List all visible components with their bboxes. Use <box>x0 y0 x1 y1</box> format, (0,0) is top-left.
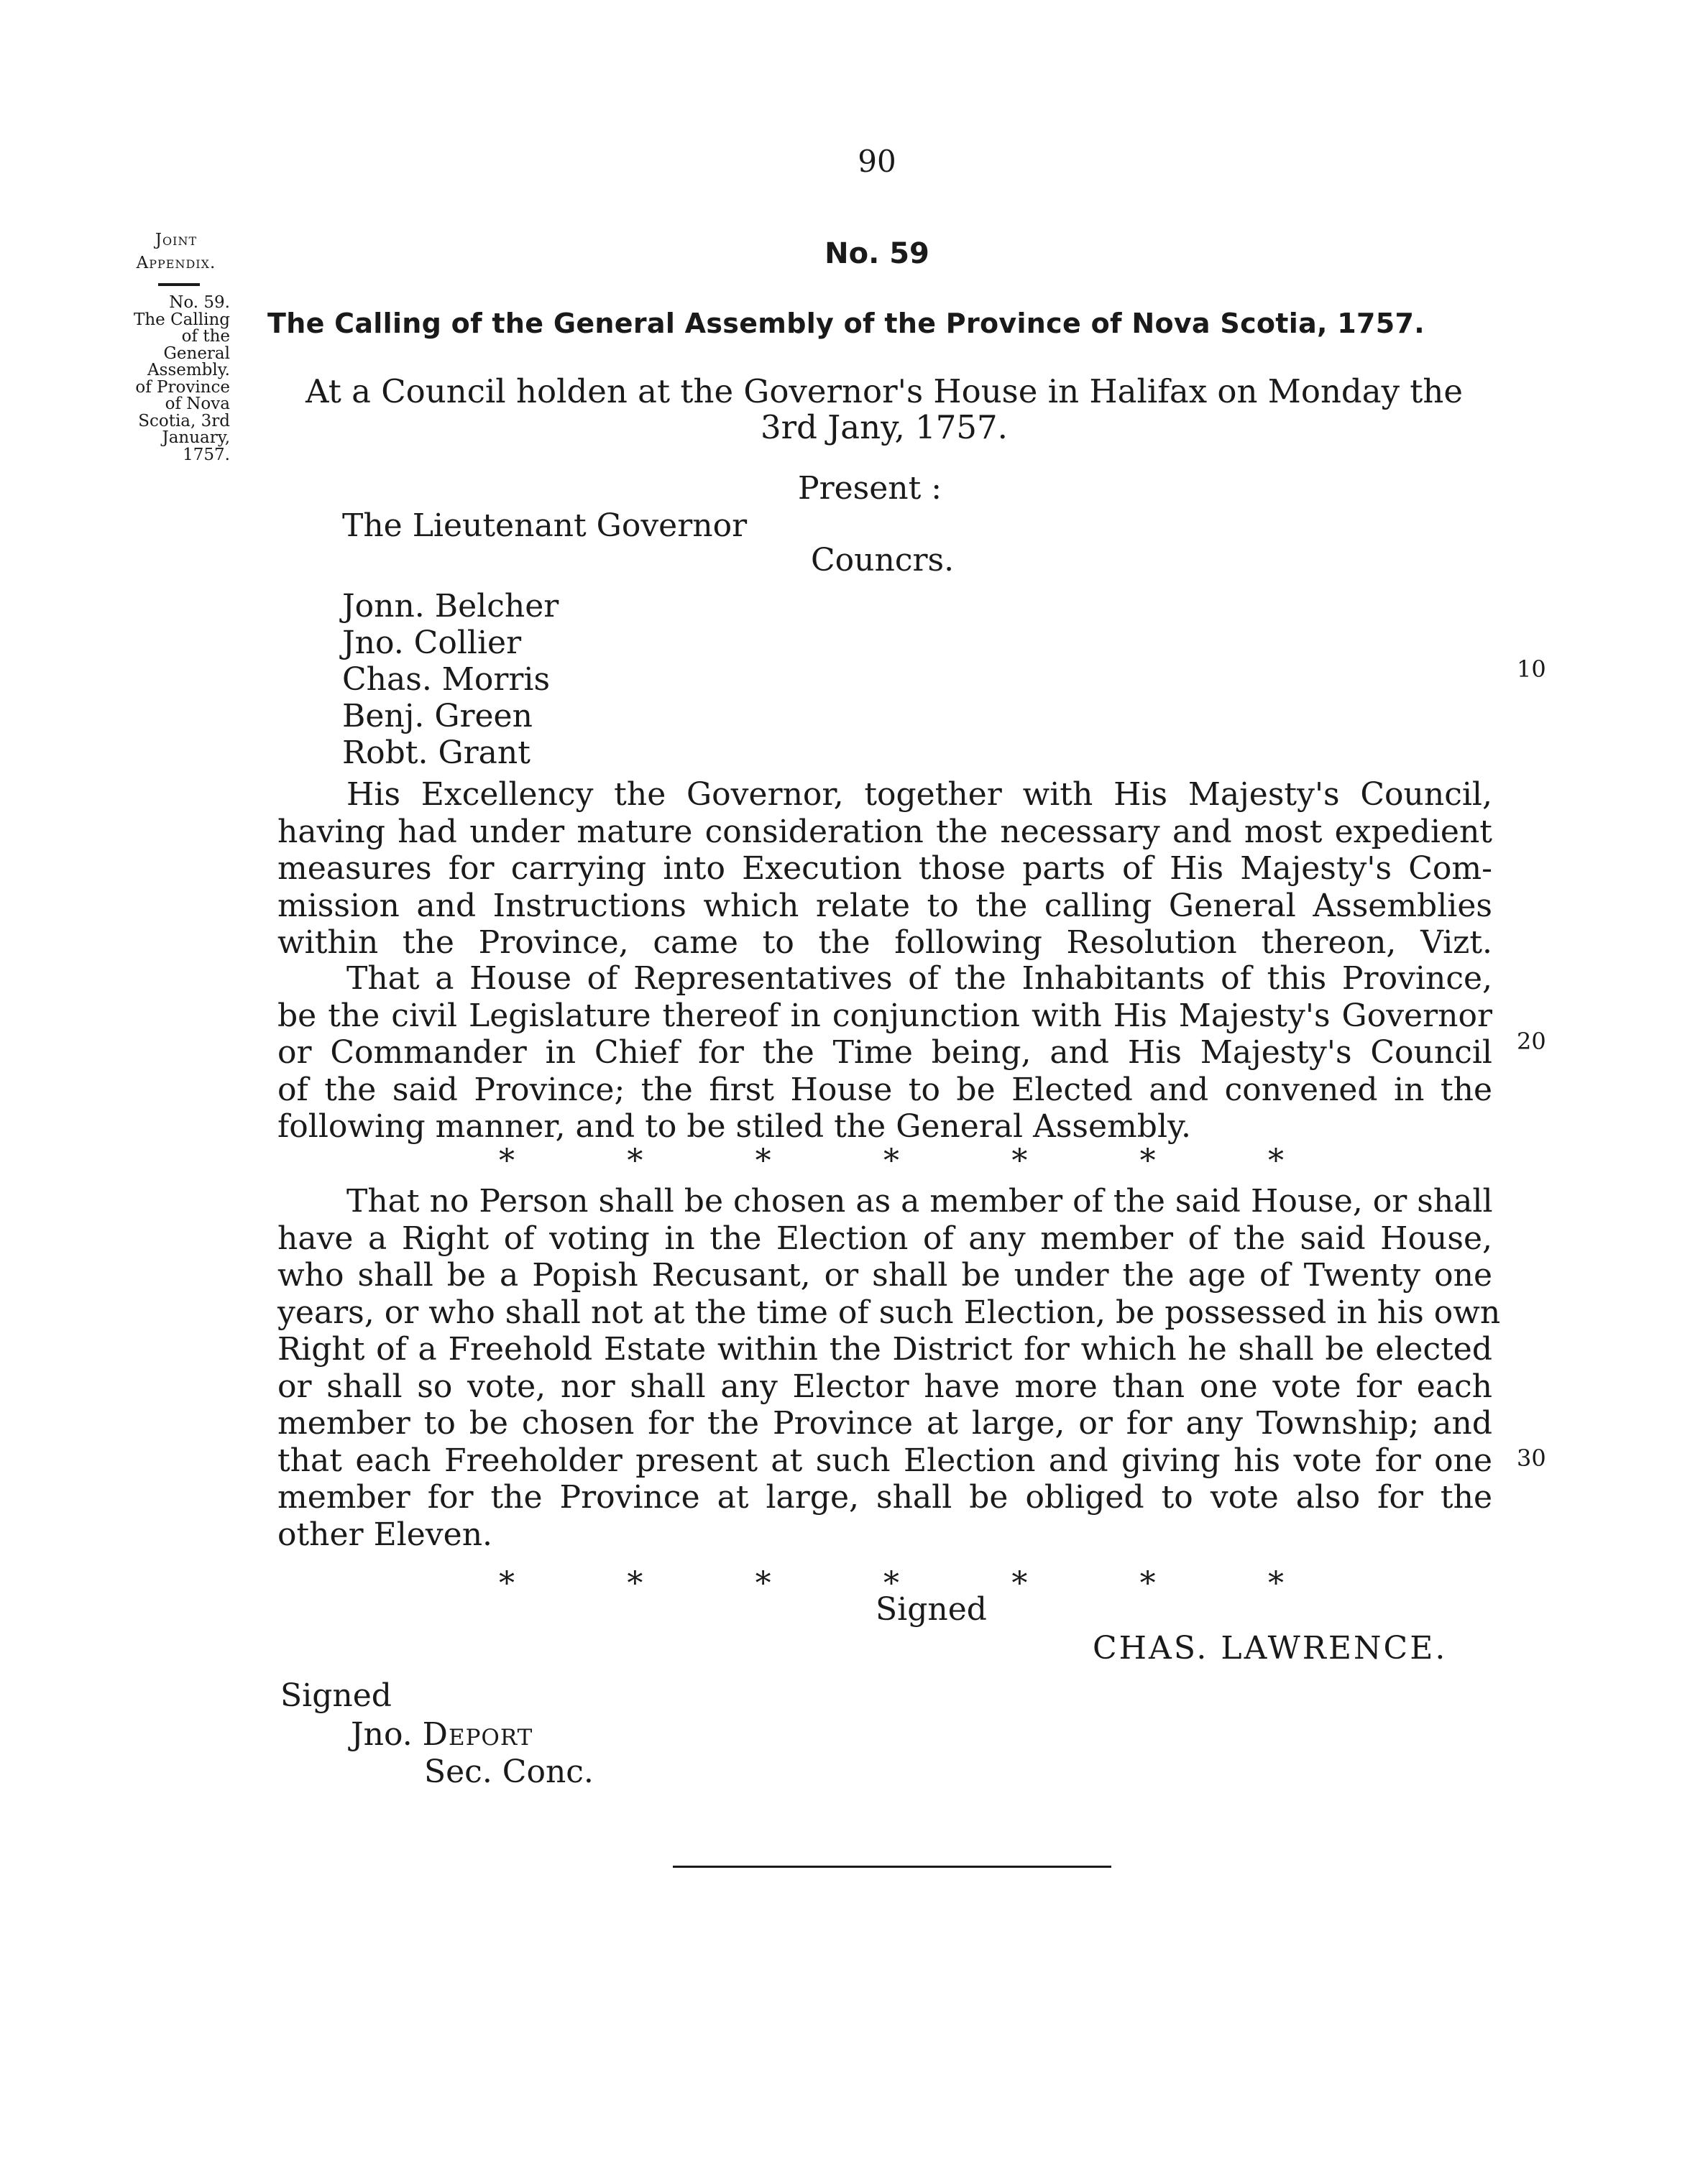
councillor-name: Jonn. Belcher <box>342 588 559 625</box>
paragraph-line: or Commander in Chief for the Time being, and His Majesty's Council <box>277 1034 1492 1071</box>
intro-line: 3rd Jany, 1757. <box>761 408 1008 446</box>
paragraph-house-of-representatives <box>277 960 1492 1146</box>
asterisk: * <box>627 1143 643 1179</box>
asterisk: * <box>755 1565 771 1602</box>
secretary-title: Sec. Conc. <box>424 1754 594 1790</box>
sidenote-line: of the <box>181 327 230 346</box>
paragraph-line: mission and Instructions which relate to the calling General Assemblies <box>277 887 1492 924</box>
asterisk: * <box>1139 1565 1156 1602</box>
paragraph-line: of the said Province; the first House to be Elected and convened in the <box>277 1071 1492 1108</box>
secretary-prefix: Jno. <box>351 1716 423 1753</box>
signed-label: Signed <box>280 1677 392 1714</box>
sidenote-line: No. 59. <box>169 293 230 312</box>
sidenote-body <box>65 295 230 464</box>
margin-line-number: 20 <box>1517 1028 1546 1055</box>
council-intro <box>273 374 1495 446</box>
paragraph-line: measures for carrying into Execution those parts of His Majesty's Com- <box>277 850 1492 887</box>
paragraph-line: following manner, and to be stiled the General Assembly. <box>277 1108 1192 1145</box>
councillor-name: Jno. Collier <box>342 625 522 661</box>
asterisk: * <box>627 1565 643 1602</box>
lieutenant-governor: The Lieutenant Governor <box>342 507 748 544</box>
paragraph-line: within the Province, came to the following Resolution thereon, Vizt. <box>277 924 1492 961</box>
sidenote-line: General <box>163 344 230 363</box>
asterisk: * <box>499 1143 515 1179</box>
paragraph-line: having had under mature consideration the necessary and most expedient <box>277 813 1492 850</box>
paragraph-line: That no Person shall be chosen as a member of the said House, or shall <box>346 1183 1493 1220</box>
paragraph-line: who shall be a Popish Recusant, or shall be under the age of Twenty one <box>277 1257 1492 1294</box>
councillor-name: Chas. Morris <box>342 661 551 698</box>
paragraph-line: have a Right of voting in the Election of any member of the said House, <box>277 1220 1492 1257</box>
paragraph-line: His Excellency the Governor, together with His Majesty's Council, <box>346 776 1492 813</box>
asterisk: * <box>1267 1143 1284 1179</box>
councillors-label: Councrs. <box>811 542 955 579</box>
asterisk: * <box>883 1143 899 1179</box>
document-title: The Calling of the General Assembly of the Province of Nova Scotia, 1757. <box>267 308 1425 339</box>
sidenote-line: January, <box>162 428 230 447</box>
asterisk: * <box>755 1143 771 1179</box>
sidenote-line: Scotia, 3rd <box>138 411 230 430</box>
paragraph-line: That a House of Representatives of the Inhabitants of this Province, <box>346 960 1492 997</box>
paragraph-line: member to be chosen for the Province at large, or for any Township; and <box>277 1405 1492 1442</box>
sidenote-heading <box>108 229 244 275</box>
asterisk: * <box>1011 1565 1028 1602</box>
paragraph-line: years, or who shall not at the time of such Election, be possessed in his own <box>277 1294 1501 1331</box>
secretary-name <box>351 1716 533 1753</box>
margin-line-number: 30 <box>1517 1445 1546 1472</box>
asterisk: * <box>1139 1143 1156 1179</box>
asterisk: * <box>499 1565 515 1602</box>
paragraph-line: other Eleven. <box>277 1516 493 1553</box>
asterisk: * <box>1011 1143 1028 1179</box>
sidenote-heading-line: Joint <box>155 231 198 249</box>
paragraph-line: that each Freeholder present at such Election and giving his vote for one <box>277 1442 1492 1479</box>
sidenote-heading-line: Appendix. <box>136 254 216 272</box>
asterisk: * <box>883 1565 899 1602</box>
councillor-list <box>342 588 559 771</box>
paragraph-line: member for the Province at large, shall be obliged to vote also for the <box>277 1479 1492 1516</box>
sidenote-line: of Nova <box>165 395 230 413</box>
margin-line-number: 10 <box>1517 655 1546 683</box>
present-label: Present : <box>798 470 942 507</box>
document-number: No. 59 <box>824 237 929 270</box>
paragraph-resolution <box>277 776 1492 962</box>
sidenote-line: of Province <box>135 377 230 397</box>
signed-label: Signed <box>876 1591 987 1628</box>
paragraph-voting-qualifications <box>277 1183 1501 1553</box>
end-rule <box>673 1866 1111 1868</box>
paragraph-line: or shall so vote, nor shall any Elector have more than one vote for each <box>277 1368 1492 1405</box>
sidenote-divider <box>158 283 200 286</box>
paragraph-line: Right of a Freehold Estate within the District for which he shall be elected <box>277 1331 1492 1368</box>
sidenote-line: Assembly. <box>147 361 230 379</box>
paragraph-line: be the civil Legislature thereof in conjunction with His Majesty's Governor <box>277 997 1492 1034</box>
councillor-name: Benj. Green <box>342 698 533 734</box>
councillor-name: Robt. Grant <box>342 734 530 771</box>
sidenote-line: The Calling <box>134 310 230 329</box>
governor-signature: CHAS. LAWRENCE. <box>1093 1630 1448 1667</box>
sidenote-line: 1757. <box>183 445 230 464</box>
page-number: 90 <box>858 144 896 179</box>
intro-line: At a Council holden at the Governor's House in Halifax on Monday the <box>305 372 1463 410</box>
secretary-surname: Deport <box>422 1716 533 1753</box>
section-break-asterisks <box>496 1143 1287 1179</box>
asterisk: * <box>1267 1565 1284 1602</box>
